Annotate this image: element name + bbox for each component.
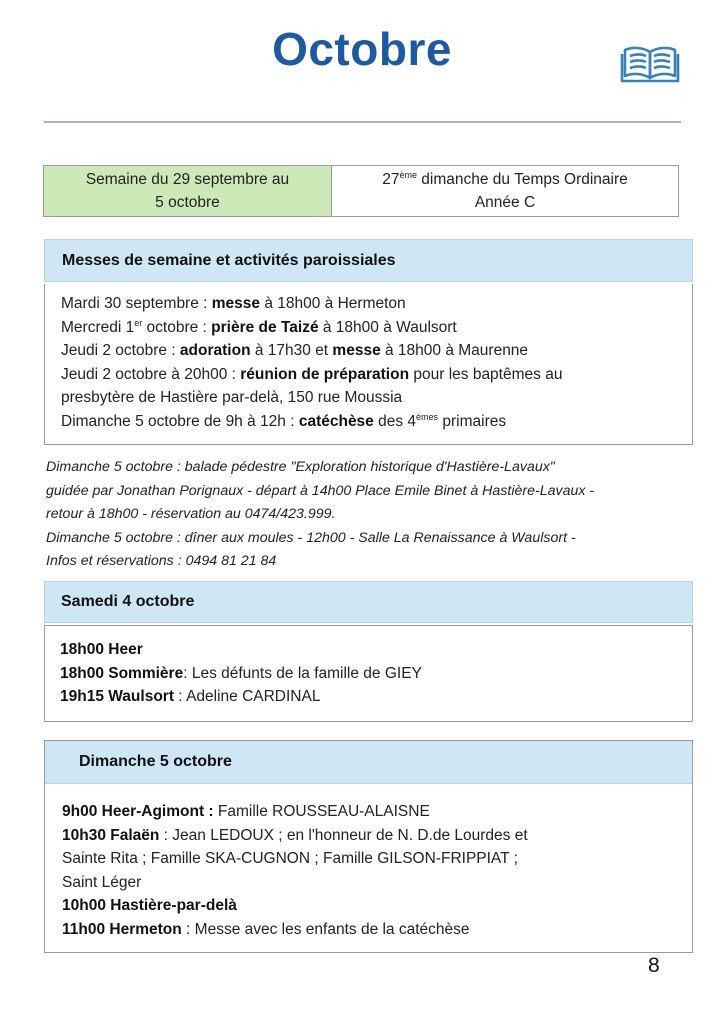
week-range-cell xyxy=(44,166,332,216)
activity-line: Dimanche 5 octobre : balade pédestre "Exploration historique d'Hastière-Lavaux" xyxy=(46,459,555,475)
book-icon xyxy=(620,44,680,84)
list-item: Dimanche 5 octobre de 9h à 12h : catéchèse des 4èmes primaires xyxy=(61,411,507,430)
list-item: Mardi 30 septembre : messe à 18h00 à Hermeton xyxy=(61,295,406,312)
activity-line: Infos et réservations : 0494 81 21 84 xyxy=(46,553,277,569)
list-item: 10h30 Falaën : Jean LEDOUX ; en l'honneur de N. D.de Lourdes et xyxy=(62,826,528,844)
list-item: Jeudi 2 octobre : adoration à 17h30 et messe à 18h00 à Maurenne xyxy=(61,342,529,359)
list-item: 11h00 Hermeton : Messe avec les enfants de la catéchèse xyxy=(62,920,470,938)
list-item: Mercredi 1er octobre : prière de Taizé à 18h00 à Waulsort xyxy=(61,317,457,336)
activities-note xyxy=(46,456,706,574)
activity-line: guidée par Jonathan Porignaux - départ à 14h00 Place Emile Binet à Hastière-Lavaux - xyxy=(46,482,595,499)
week-range-line1: Semaine du 29 septembre au xyxy=(85,171,290,188)
sunday-body xyxy=(45,784,692,952)
saturday-body xyxy=(44,625,693,722)
saturday-section xyxy=(44,581,693,722)
list-item: 18h00 Sommière: Les défunts de la famille de GIEY xyxy=(60,664,422,682)
week-info-table xyxy=(43,165,679,217)
liturgical-sunday-title: 27ème dimanche du Temps Ordinaire xyxy=(382,169,628,188)
weekday-masses-header: Messes de semaine et activités paroissiales xyxy=(44,239,693,282)
list-item: 10h00 Hastière-par-delà xyxy=(62,897,237,914)
activity-line: Dimanche 5 octobre : dîner aux moules - 12h00 - Salle La Renaissance à Waulsort - xyxy=(46,529,576,546)
list-item: 9h00 Heer-Agimont : Famille ROUSSEAU-ALAISNE xyxy=(62,803,430,820)
list-item: Sainte Rita ; Famille SKA-CUGNON ; Famille GILSON-FRIPPIAT ; xyxy=(62,850,518,867)
list-item: Saint Léger xyxy=(62,873,142,891)
page-title: Octobre xyxy=(272,23,452,75)
weekday-masses-section xyxy=(44,239,693,445)
list-item: Jeudi 2 octobre à 20h00 : réunion de préparation pour les baptêmes au xyxy=(61,365,563,383)
title-divider xyxy=(44,121,681,123)
week-range-line2: 5 octobre xyxy=(155,194,220,211)
sunday-header: Dimanche 5 octobre xyxy=(45,741,692,784)
page-number: 8 xyxy=(648,954,660,977)
sunday-section xyxy=(44,740,693,953)
list-item: 18h00 Heer xyxy=(60,641,143,658)
list-item: 19h15 Waulsort : Adeline CARDINAL xyxy=(60,688,321,705)
list-item: presbytère de Hastière par-delà, 150 rue Moussia xyxy=(61,389,403,406)
liturgical-year: Année C xyxy=(474,194,536,211)
saturday-header: Samedi 4 octobre xyxy=(44,581,693,623)
weekday-masses-body xyxy=(44,284,693,445)
liturgical-sunday-cell xyxy=(332,166,678,216)
sunday-frame xyxy=(44,740,693,953)
activity-line: retour à 18h00 - réservation au 0474/423.999. xyxy=(46,506,336,522)
